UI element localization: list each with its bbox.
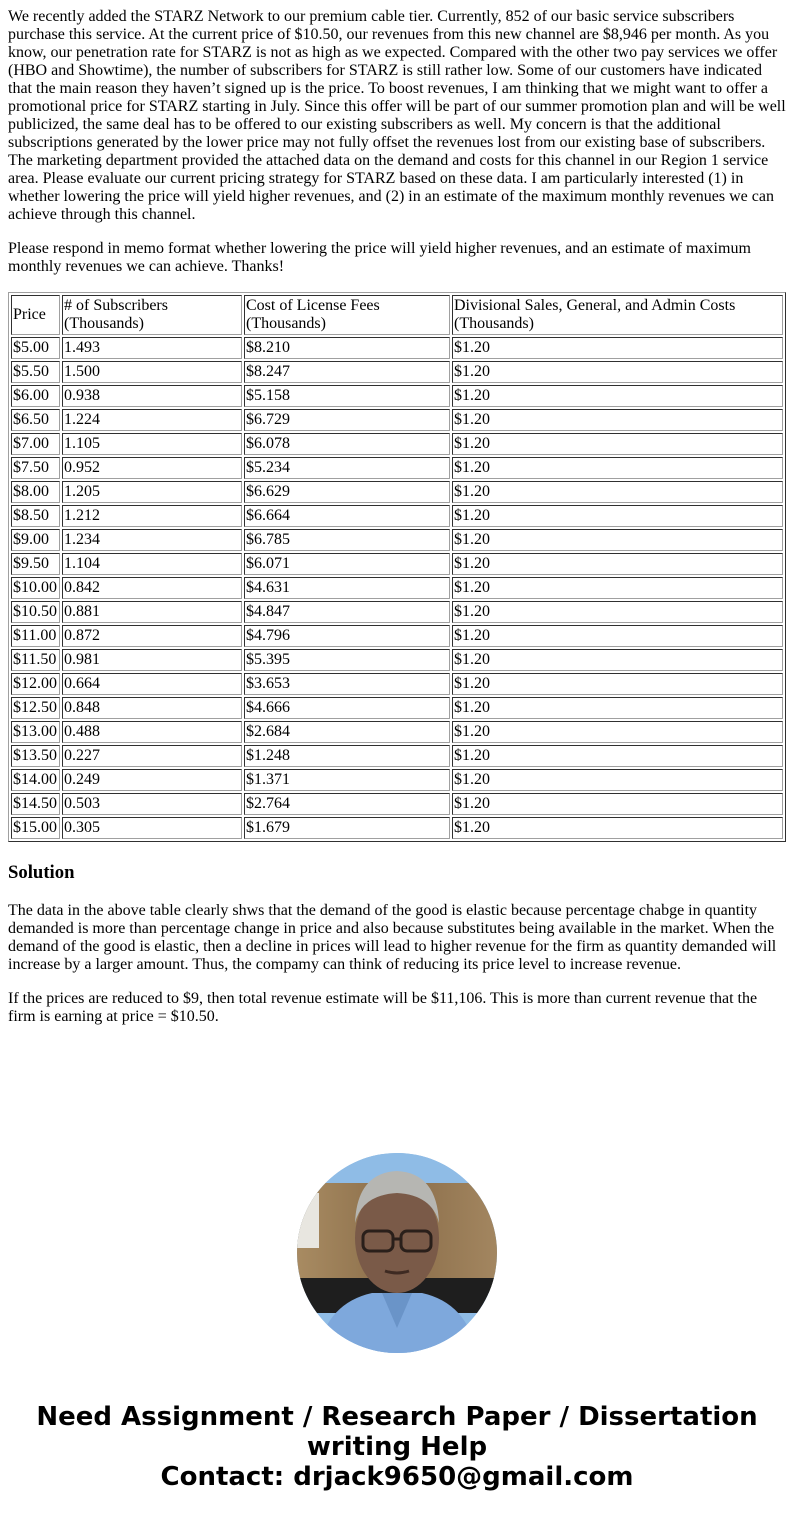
cell-price: $13.00 bbox=[11, 721, 60, 743]
cell-price: $5.50 bbox=[11, 361, 60, 383]
table-row bbox=[11, 817, 783, 839]
solution-paragraph-1: The data in the above table clearly shws that the demand of the good is elastic because percentage chabge in quantity demanded is more than percentage change in price and also because substitutes being available in the market. When the demand of the good is elastic, then a decline in prices will lead to higher revenue for the firm as quantity demanded will increase by a larger amount. Thus, the compamy can think of reducing its price level to increase revenue. bbox=[8, 902, 777, 973]
solution-heading: Solution bbox=[8, 862, 75, 883]
table-row bbox=[11, 433, 783, 455]
cell-price: $12.50 bbox=[11, 697, 60, 719]
cell-sga-costs: $1.20 bbox=[452, 793, 783, 815]
cell-subscribers: 1.104 bbox=[62, 553, 242, 575]
cell-sga-costs: $1.20 bbox=[452, 649, 783, 671]
cell-license-fees: $1.248 bbox=[244, 745, 450, 767]
table-row bbox=[11, 721, 783, 743]
table-row bbox=[11, 337, 783, 359]
cell-sga-costs: $1.20 bbox=[452, 673, 783, 695]
cell-price: $9.00 bbox=[11, 529, 60, 551]
cell-price: $8.50 bbox=[11, 505, 60, 527]
cell-license-fees: $3.653 bbox=[244, 673, 450, 695]
cell-subscribers: 0.503 bbox=[62, 793, 242, 815]
cell-subscribers: 1.224 bbox=[62, 409, 242, 431]
header-price: Price bbox=[11, 295, 60, 335]
cell-sga-costs: $1.20 bbox=[452, 457, 783, 479]
cell-price: $10.00 bbox=[11, 577, 60, 599]
cell-sga-costs: $1.20 bbox=[452, 817, 783, 839]
header-subscribers: # of Subscribers (Thousands) bbox=[62, 295, 242, 335]
table-row bbox=[11, 577, 783, 599]
cell-license-fees: $2.684 bbox=[244, 721, 450, 743]
table-row bbox=[11, 481, 783, 503]
table-row bbox=[11, 529, 783, 551]
cell-license-fees: $4.666 bbox=[244, 697, 450, 719]
cell-sga-costs: $1.20 bbox=[452, 433, 783, 455]
cell-subscribers: 0.872 bbox=[62, 625, 242, 647]
cell-subscribers: 0.848 bbox=[62, 697, 242, 719]
cell-subscribers: 0.227 bbox=[62, 745, 242, 767]
cell-price: $8.00 bbox=[11, 481, 60, 503]
cell-license-fees: $6.629 bbox=[244, 481, 450, 503]
cell-license-fees: $6.071 bbox=[244, 553, 450, 575]
person-portrait-icon bbox=[297, 1153, 497, 1353]
cell-subscribers: 0.981 bbox=[62, 649, 242, 671]
cell-license-fees: $5.395 bbox=[244, 649, 450, 671]
cell-license-fees: $6.785 bbox=[244, 529, 450, 551]
cell-price: $10.50 bbox=[11, 601, 60, 623]
table-row bbox=[11, 697, 783, 719]
cell-license-fees: $1.679 bbox=[244, 817, 450, 839]
author-avatar bbox=[297, 1153, 497, 1353]
cell-price: $13.50 bbox=[11, 745, 60, 767]
cell-subscribers: 1.493 bbox=[62, 337, 242, 359]
cell-sga-costs: $1.20 bbox=[452, 481, 783, 503]
cell-price: $6.00 bbox=[11, 385, 60, 407]
table-row bbox=[11, 673, 783, 695]
header-license-fees: Cost of License Fees (Thousands) bbox=[244, 295, 450, 335]
table-row bbox=[11, 601, 783, 623]
table-row bbox=[11, 457, 783, 479]
cell-price: $9.50 bbox=[11, 553, 60, 575]
cell-sga-costs: $1.20 bbox=[452, 721, 783, 743]
cell-price: $7.00 bbox=[11, 433, 60, 455]
cell-price: $6.50 bbox=[11, 409, 60, 431]
promo-footer bbox=[0, 1402, 794, 1492]
cell-price: $5.00 bbox=[11, 337, 60, 359]
cell-price: $12.00 bbox=[11, 673, 60, 695]
cell-price: $7.50 bbox=[11, 457, 60, 479]
cell-license-fees: $8.210 bbox=[244, 337, 450, 359]
cell-subscribers: 1.234 bbox=[62, 529, 242, 551]
problem-paragraph-2: Please respond in memo format whether lowering the price will yield higher revenues, and an estimate of maximum monthly revenues we can achieve. Thanks! bbox=[8, 240, 751, 275]
cell-subscribers: 1.212 bbox=[62, 505, 242, 527]
cell-subscribers: 1.500 bbox=[62, 361, 242, 383]
promo-line-1: Need Assignment / Research Paper / Dissertation writing Help bbox=[36, 1402, 758, 1462]
cell-subscribers: 1.105 bbox=[62, 433, 242, 455]
cell-subscribers: 0.305 bbox=[62, 817, 242, 839]
solution-paragraph-2: If the prices are reduced to $9, then total revenue estimate will be $11,106. This is more than current revenue that the firm is earning at price = $10.50. bbox=[8, 990, 758, 1025]
cell-price: $14.50 bbox=[11, 793, 60, 815]
table-row bbox=[11, 793, 783, 815]
contact-line: Contact: drjack9650@gmail.com bbox=[160, 1462, 634, 1492]
cell-sga-costs: $1.20 bbox=[452, 529, 783, 551]
table-row bbox=[11, 505, 783, 527]
author-photo bbox=[297, 1153, 497, 1353]
cell-license-fees: $6.729 bbox=[244, 409, 450, 431]
table-row bbox=[11, 649, 783, 671]
header-sga-costs: Divisional Sales, General, and Admin Costs (Thousands) bbox=[452, 295, 783, 335]
cell-subscribers: 0.488 bbox=[62, 721, 242, 743]
table-row bbox=[11, 409, 783, 431]
cell-sga-costs: $1.20 bbox=[452, 745, 783, 767]
cell-sga-costs: $1.20 bbox=[452, 697, 783, 719]
cell-license-fees: $5.158 bbox=[244, 385, 450, 407]
cell-license-fees: $5.234 bbox=[244, 457, 450, 479]
cell-license-fees: $6.664 bbox=[244, 505, 450, 527]
table-row bbox=[11, 553, 783, 575]
cell-subscribers: 0.664 bbox=[62, 673, 242, 695]
cell-subscribers: 0.938 bbox=[62, 385, 242, 407]
cell-sga-costs: $1.20 bbox=[452, 409, 783, 431]
table-header-row bbox=[11, 295, 783, 335]
problem-paragraph-1: We recently added the STARZ Network to our premium cable tier. Currently, 852 of our basic service subscribers purchase this service. At the current price of $10.50, our revenues from this new channel are $8,946 per month. As you know, our penetration rate for STARZ is not as high as we expected. Compared with the other two pay services we offer (HBO and Showtime), the number of subscribers for STARZ is still rather low. Some of our customers have indicated that the main reason they haven’t signed up is the price. To boost revenues, I am thinking that we might want to offer a promotional price for STARZ starting in July. Since this offer will be part of our summer promotion plan and will be well publicized, the same deal has to be offered to our existing subscribers as well. My concern is that the additional subscriptions generated by the lower price may not fully offset the revenues lost from our existing base of subscribers. The marketing department provided the attached data on the demand and costs for this channel in our Region 1 service area. Please evaluate our current pricing strategy for STARZ based on these data. I am particularly interested (1) in whether lowering the price will yield higher revenues, and (2) in an estimate of the maximum monthly revenues we can achieve through this channel. bbox=[8, 8, 786, 223]
cell-sga-costs: $1.20 bbox=[452, 361, 783, 383]
cell-subscribers: 0.952 bbox=[62, 457, 242, 479]
cell-sga-costs: $1.20 bbox=[452, 577, 783, 599]
cell-price: $11.50 bbox=[11, 649, 60, 671]
cell-subscribers: 0.881 bbox=[62, 601, 242, 623]
cell-subscribers: 0.249 bbox=[62, 769, 242, 791]
table-row bbox=[11, 385, 783, 407]
cell-price: $15.00 bbox=[11, 817, 60, 839]
cell-sga-costs: $1.20 bbox=[452, 601, 783, 623]
cell-license-fees: $4.847 bbox=[244, 601, 450, 623]
cell-sga-costs: $1.20 bbox=[452, 769, 783, 791]
cell-sga-costs: $1.20 bbox=[452, 337, 783, 359]
cell-license-fees: $4.796 bbox=[244, 625, 450, 647]
cell-sga-costs: $1.20 bbox=[452, 625, 783, 647]
cell-sga-costs: $1.20 bbox=[452, 505, 783, 527]
cell-sga-costs: $1.20 bbox=[452, 553, 783, 575]
table-row bbox=[11, 361, 783, 383]
table-row bbox=[11, 625, 783, 647]
cell-license-fees: $4.631 bbox=[244, 577, 450, 599]
cell-subscribers: 0.842 bbox=[62, 577, 242, 599]
cell-license-fees: $6.078 bbox=[244, 433, 450, 455]
cell-price: $14.00 bbox=[11, 769, 60, 791]
cell-license-fees: $8.247 bbox=[244, 361, 450, 383]
cell-price: $11.00 bbox=[11, 625, 60, 647]
pricing-data-table bbox=[8, 292, 786, 842]
cell-subscribers: 1.205 bbox=[62, 481, 242, 503]
cell-license-fees: $2.764 bbox=[244, 793, 450, 815]
cell-license-fees: $1.371 bbox=[244, 769, 450, 791]
table-row bbox=[11, 745, 783, 767]
cell-sga-costs: $1.20 bbox=[452, 385, 783, 407]
table-body bbox=[11, 337, 783, 839]
table-row bbox=[11, 769, 783, 791]
